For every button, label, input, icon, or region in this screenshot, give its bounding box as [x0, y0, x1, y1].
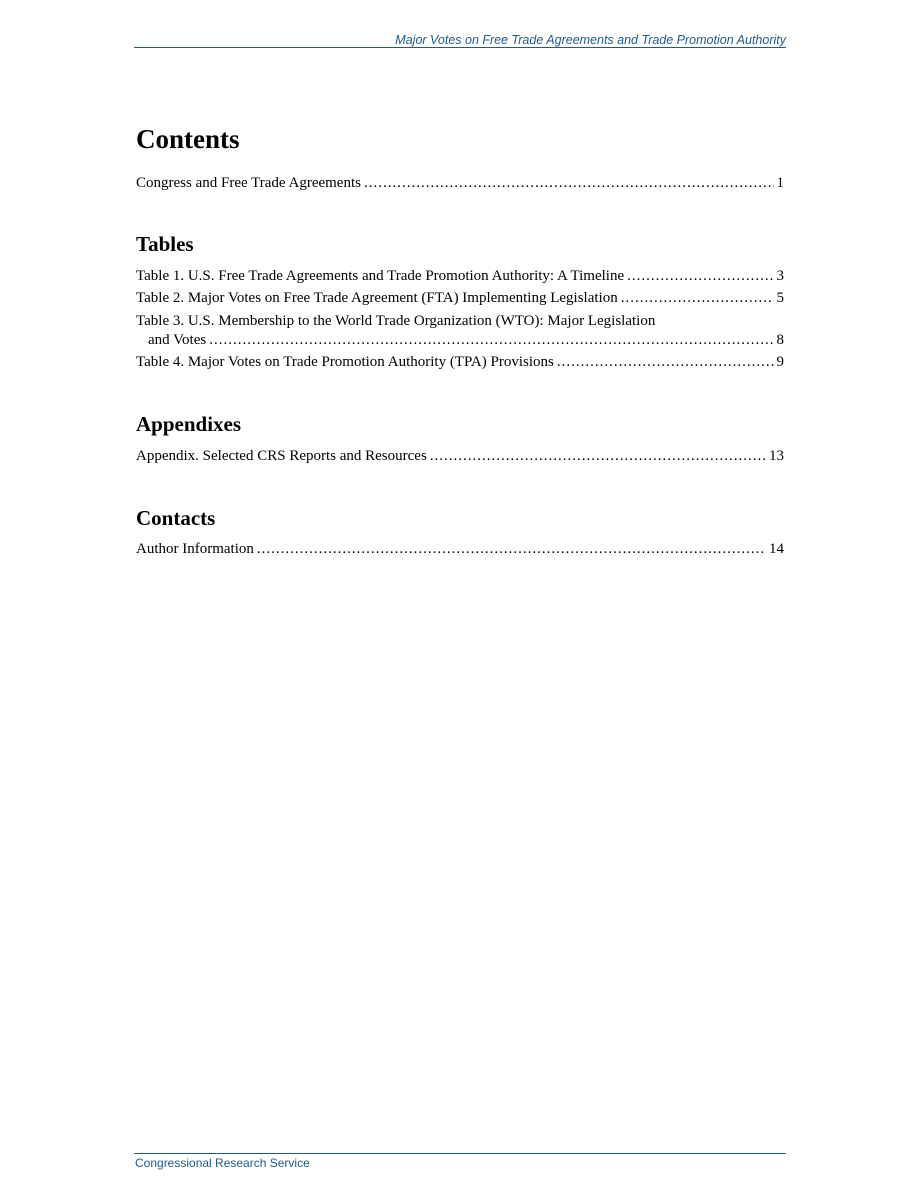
footer-text: Congressional Research Service — [135, 1156, 310, 1170]
toc-entry-label: Table 2. Major Votes on Free Trade Agreement (FTA) Implementing Legislation — [136, 290, 618, 306]
toc-page-number: 9 — [776, 354, 784, 370]
toc-page-number: 14 — [769, 541, 784, 557]
dot-leader — [364, 174, 774, 193]
dot-leader — [257, 540, 766, 559]
dot-leader — [430, 447, 766, 466]
toc-page-number: 13 — [769, 448, 784, 464]
toc-page-number: 5 — [776, 290, 784, 306]
toc-page-number: 3 — [776, 268, 784, 284]
running-header: Major Votes on Free Trade Agreements and Trade Promotion Authority — [395, 33, 786, 47]
footer-rule — [134, 1153, 786, 1154]
toc-entry-table-3[interactable]: Table 3. U.S. Membership to the World Trade Organization (WTO): Major Legislation — [136, 313, 656, 329]
tables-heading: Tables — [136, 232, 194, 256]
dot-leader — [621, 289, 774, 308]
header-rule — [134, 47, 786, 48]
toc-entry-label: and Votes — [148, 332, 207, 348]
toc-entry-label: Appendix. Selected CRS Reports and Resources — [136, 448, 427, 464]
toc-entry-table-1[interactable] — [136, 267, 784, 286]
toc-entry-label: Congress and Free Trade Agreements — [136, 175, 361, 191]
toc-entry-label: Table 4. Major Votes on Trade Promotion Authority (TPA) Provisions — [136, 354, 554, 370]
toc-entry-label: Author Information — [136, 541, 254, 557]
toc-entry-congress-fta[interactable] — [136, 174, 784, 193]
dot-leader — [209, 331, 773, 350]
toc-entry-table-3-continuation[interactable] — [148, 331, 784, 350]
toc-entry-appendix[interactable] — [136, 447, 784, 466]
page-title: Contents — [136, 124, 240, 154]
toc-entry-author-information[interactable] — [136, 540, 784, 559]
toc-page-number: 1 — [776, 175, 784, 191]
toc-entry-label: Table 1. U.S. Free Trade Agreements and Trade Promotion Authority: A Timeline — [136, 268, 625, 284]
toc-entry-table-2[interactable] — [136, 289, 784, 308]
dot-leader — [627, 267, 773, 286]
appendixes-heading: Appendixes — [136, 412, 242, 436]
dot-leader — [557, 353, 774, 372]
toc-page-number: 8 — [776, 332, 784, 348]
contacts-heading: Contacts — [136, 506, 216, 530]
toc-entry-table-4[interactable] — [136, 353, 784, 372]
